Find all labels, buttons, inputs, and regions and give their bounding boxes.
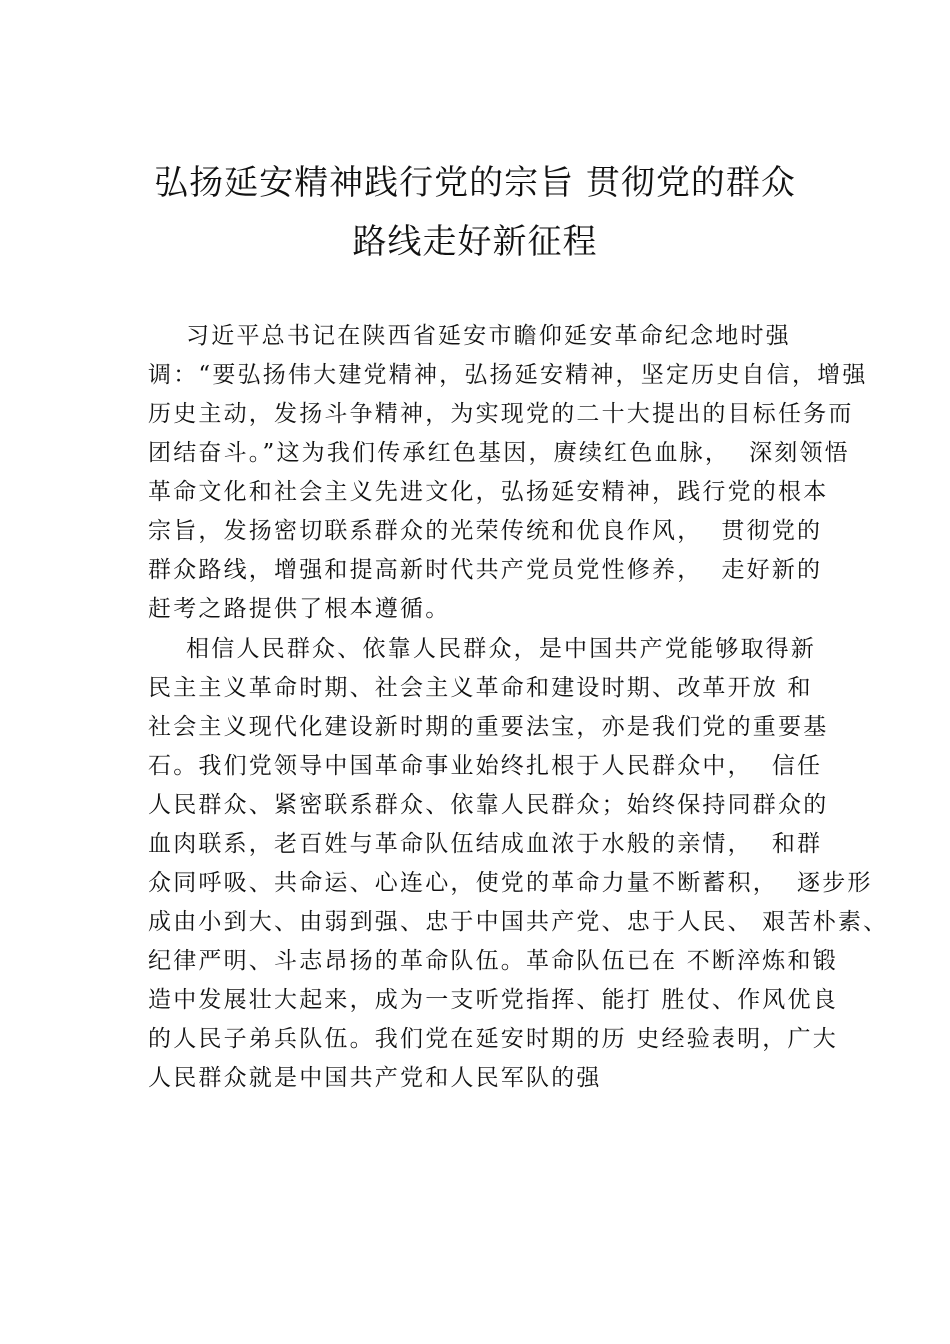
paragraph-2-line: 民主主义革命时期、社会主义革命和建设时期、改革开放 和 bbox=[148, 675, 813, 701]
paragraph-2-line: 血肉联系，老百姓与革命队伍结成血浓于水般的亲情， 和群 bbox=[148, 831, 823, 857]
paragraph-2-line: 人民群众就是中国共产党和人民军队的强 bbox=[148, 1065, 602, 1091]
paragraph-2-line: 成由小到大、由弱到强、忠于中国共产党、忠于人民、 艰苦朴素、 bbox=[148, 909, 889, 935]
paragraph-2-line: 造中发展壮大起来，成为一支听党指挥、能打 胜仗、作风优良 bbox=[148, 987, 838, 1013]
paragraph-1-line: 宗旨，发扬密切联系群众的光荣传统和优良作风， 贯彻党的 bbox=[148, 518, 823, 544]
paragraph-2-line: 纪律严明、斗志昂扬的革命队伍。革命队伍已在 不断淬炼和锻 bbox=[148, 948, 838, 974]
paragraph-1-line: 调：“要弘扬伟大建党精神，弘扬延安精神，坚定历史自信，增强 bbox=[148, 362, 868, 388]
document-title-line-1: 弘扬延安精神践行党的宗旨 贯彻党的群众 bbox=[154, 163, 796, 203]
paragraph-2-line: 相信人民群众、依靠人民群众，是中国共产党能够取得新 bbox=[148, 636, 817, 662]
paragraph-1-line: 历史主动，发扬斗争精神，为实现党的二十大提出的目标任务而 bbox=[148, 401, 854, 427]
paragraph-1-line: 革命文化和社会主义先进文化，弘扬延安精神，践行党的根本 bbox=[148, 479, 829, 505]
document-title-line-2: 路线走好新征程 bbox=[352, 222, 598, 262]
paragraph-2-line: 石。我们党领导中国革命事业始终扎根于人民群众中， 信任 bbox=[148, 753, 823, 779]
paragraph-1-line: 团结奋斗。”这为我们传承红色基因，赓续红色血脉， 深刻领悟 bbox=[148, 440, 850, 466]
paragraph-2-line: 人民群众、紧密联系群众、依靠人民群众；始终保持同群众的 bbox=[148, 792, 829, 818]
paragraph-1-line: 群众路线，增强和提高新时代共产党员党性修养， 走好新的 bbox=[148, 557, 823, 583]
paragraph-2-line: 社会主义现代化建设新时期的重要法宝，亦是我们党的重要基 bbox=[148, 714, 829, 740]
paragraph-1-line: 赶考之路提供了根本遵循。 bbox=[148, 596, 451, 622]
paragraph-1-line: 习近平总书记在陕西省延安市瞻仰延安革命纪念地时强 bbox=[148, 323, 791, 349]
paragraph-2-line: 的人民子弟兵队伍。我们党在延安时期的历 史经验表明，广大 bbox=[148, 1026, 838, 1052]
paragraph-2-line: 众同呼吸、共命运、心连心，使党的革命力量不断蓄积， 逐步形 bbox=[148, 870, 873, 896]
